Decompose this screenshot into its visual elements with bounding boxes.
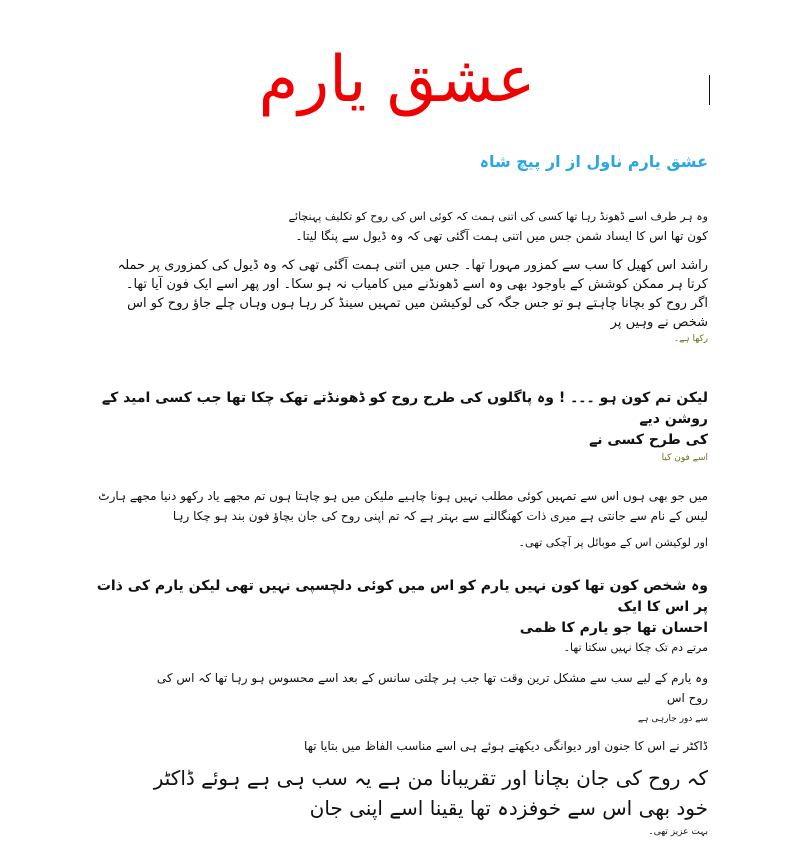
paragraph-line: خود بھی اس سے خوفزدہ تھا یقینا اسے اپنی جان (309, 796, 708, 820)
paragraph-line: کون تھا اس کا ایساد شمن جس میں اتنی ہمت آگئی تھی کہ وہ ڈیول سے پنگا لیتا۔ (295, 229, 708, 243)
paragraph-line: شخص نے وہیں پر (610, 315, 708, 330)
text-cursor (709, 75, 710, 105)
paragraph-tail: اور لوکیشن اس کے موبائل پر آچکی تھی۔ (518, 536, 708, 549)
paragraph-tail: مرتے دم تک چکا نہیں سکتا تھا۔ (563, 641, 708, 654)
paragraph-4 (86, 486, 708, 552)
paragraph-line: وہ یارم کے لیے سب سے مشکل ترین وقت تھا جب ہر چلتی سانس کے بعد اسے محسوس ہو رہا تھا کہ اس کی (156, 671, 708, 685)
paragraph-tail: سے دور جارہی ہے (637, 714, 708, 724)
paragraph-1 (86, 208, 708, 246)
paragraph-line: روح اس (666, 691, 708, 705)
paragraph-line: کہ روح کی جان بچانا اور تقریبانا من ہے یہ سب ہی ہے ہوئے ڈاکٹر (153, 766, 708, 790)
paragraph-8 (86, 763, 708, 839)
paragraph-line: وہ شخص کون تھا کون نہیں یارم کو اس میں کوئی دلچسپی نہیں تھی لیکن یارم کی ذات پر اس کا ایک (96, 578, 708, 615)
paragraph-3 (86, 388, 708, 465)
paragraph-line: لیس کے نام سے جانتی ہے میری ذات کھنگالنے سے بہتر ہے کہ تم اپنی روح کی جان بچاؤ فون بند ہو چکا رہا (172, 509, 708, 523)
paragraph-tail: اسے فون کیا (661, 453, 708, 463)
paragraph-line: کرتا ہر ممکن کوشش کے باوجود بھی وہ اسے ڈھونڈنے میں کامیاب نہ ہو سکا۔ اور پھر اسے ایک فون آیا تھا۔ (125, 277, 708, 292)
subtitle: عشق یارم ناول از ار پیچ شاہ (479, 152, 708, 171)
paragraph-tail: بہت عزیز تھی۔ (648, 827, 708, 837)
paragraph-line: راشد اس کھیل کا سب سے کمزور مہورا تھا۔ جس میں اتنی ہمت آگئی تھی کہ وہ ڈیول کی کمزوری پر حملہ (117, 258, 708, 273)
paragraph-line: میں جو بھی ہوں اس سے تمہیں کوئی مطلب نہیں ہونا چاہیے ملیکن میں ہو چاہتا ہوں تم مجھے یاد رکھو دنیا مجھے ہارٹ (98, 489, 708, 503)
paragraph-6 (86, 668, 708, 726)
paragraph-line: لیکن تم کون ہو ۔۔۔ ! وہ پاگلوں کی طرح روح کو ڈھونڈتے تھک چکا تھا جب کسی امید کے روشن دیے (101, 390, 708, 427)
paragraph-line: اگر روح کو بچانا چاہتے ہو تو جس جگہ کی لوکیشن میں تمہیں سینڈ کر رہا ہوں وہاں چلے جاؤ روح کو اس (127, 296, 708, 311)
paragraph-line: احسان تھا جو یارم کا ظمی (519, 620, 708, 636)
paragraph-line: کی طرح کسی نے (589, 432, 708, 448)
paragraph-tail: رکھا ہے۔ (673, 334, 708, 344)
page-title: عشق یارم (258, 43, 536, 117)
paragraph-line: وہ ہر طرف اسے ڈھونڈ رہا تھا کسی کی اتنی ہمت کہ کوئی اس کی روح کو تکلیف پہنچائے (288, 210, 708, 223)
paragraph-5 (86, 576, 708, 657)
paragraph-2 (86, 256, 708, 346)
paragraph-line: ڈاکٹر نے اس کا جنون اور دیوانگی دیکھتے ہوئے ہی اسے مناسب الفاظ میں بتایا تھا (304, 739, 708, 753)
paragraph-7 (86, 736, 708, 756)
